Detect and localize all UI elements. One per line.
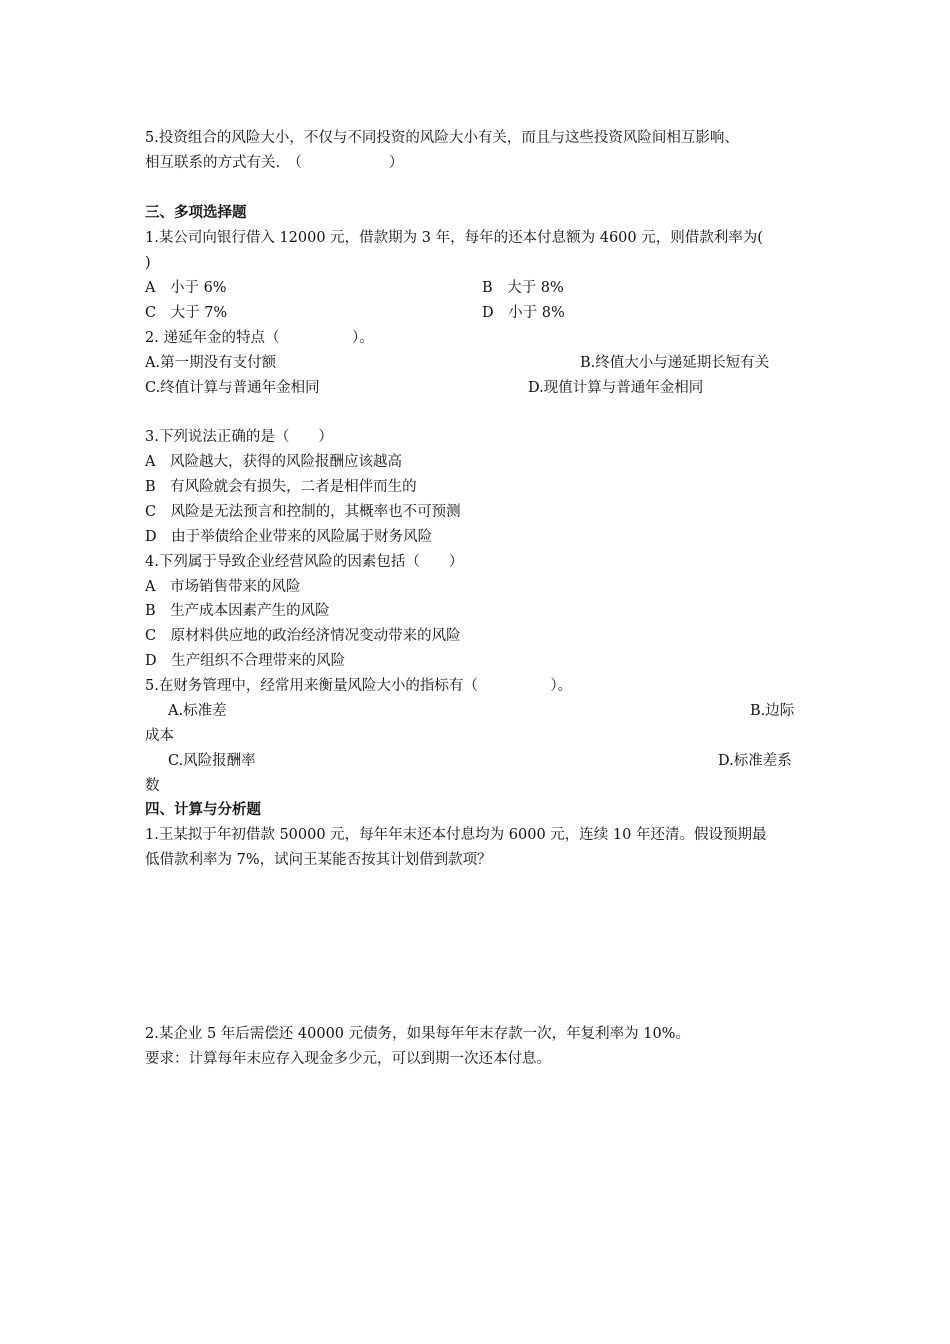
mc-question-3-option-d: D 由于举债给企业带来的风险属于财务风险 [145,529,433,545]
mc-question-5-option-b: B.边际 [750,703,795,719]
mc-question-1-option-c: C 大于 7% [145,305,228,321]
mc-question-2-option-c: C.终值计算与普通年金相同 [145,380,320,396]
mc-question-2-option-b: B.终值大小与递延期长短有关 [580,355,770,371]
calc-question-2-line-1: 2.某企业 5 年后需偿还 40000 元债务，如果每年年末存款一次，年复利率为 10%。 [145,1026,690,1042]
mc-question-5-option-a: A.标准差 [168,703,227,719]
mc-question-3-option-a: A 风险越大，获得的风险报酬应该越高 [145,454,402,470]
mc-question-1-option-b: B 大于 8% [482,280,564,296]
mc-question-4-option-c: C 原材料供应地的政治经济情况变动带来的风险 [145,628,461,644]
mc-question-4-stem: 4.下列属于导致企业经营风险的因素包括（ ） [145,554,464,570]
section-3-heading: 三、多项选择题 [145,204,247,221]
calc-question-1-line-1: 1.王某拟于年初借款 50000 元，每年年末还本付息均为 6000 元，连续 10 年还清。假设预期最 [145,827,767,843]
mc-question-5-option-d-wrap: 数 [145,778,160,794]
mc-question-4-option-b: B 生产成本因素产生的风险 [145,603,330,619]
mc-question-3-option-c: C 风险是无法预言和控制的，其概率也不可预测 [145,504,461,520]
mc-question-2-option-a: A.第一期没有支付额 [145,355,277,371]
mc-question-1-option-d: D 小于 8% [482,305,565,321]
tf-question-5-line-2: 相互联系的方式有关. （ ） [145,155,404,171]
mc-question-2-option-d: D.现值计算与普通年金相同 [528,380,704,396]
mc-question-5-option-c: C.风险报酬率 [168,753,256,769]
mc-question-5-option-d: D.标准差系 [718,753,792,769]
mc-question-5-stem: 5.在财务管理中，经常用来衡量风险大小的指标有（ ）。 [145,678,573,694]
mc-question-1-option-a: A 小于 6% [145,280,227,296]
mc-question-1-line-1: 1.某公司向银行借入 12000 元，借款期为 3 年，每年的还本付息额为 4600 元，则借款利率为( [145,230,763,246]
mc-question-2-stem: 2. 递延年金的特点（ ）。 [145,330,374,346]
mc-question-4-option-d: D 生产组织不合理带来的风险 [145,653,346,669]
section-4-heading: 四、计算与分析题 [145,801,261,818]
calc-question-1-line-2: 低借款利率为 7%，试问王某能否按其计划借到款项？ [145,852,492,868]
mc-question-1-line-2: ) [145,255,151,271]
mc-question-3-stem: 3.下列说法正确的是（ ） [145,429,333,445]
mc-question-5-option-b-wrap: 成本 [145,728,174,744]
mc-question-4-option-a: A 市场销售带来的风险 [145,579,301,595]
calc-question-2-line-2: 要求：计算每年末应存入现金多少元，可以到期一次还本付息。 [145,1051,551,1067]
tf-question-5-line-1: 5.投资组合的风险大小，不仅与不同投资的风险大小有关，而且与这些投资风险间相互影响、 [145,130,739,146]
mc-question-3-option-b: B 有风险就会有损失，二者是相伴而生的 [145,479,417,495]
